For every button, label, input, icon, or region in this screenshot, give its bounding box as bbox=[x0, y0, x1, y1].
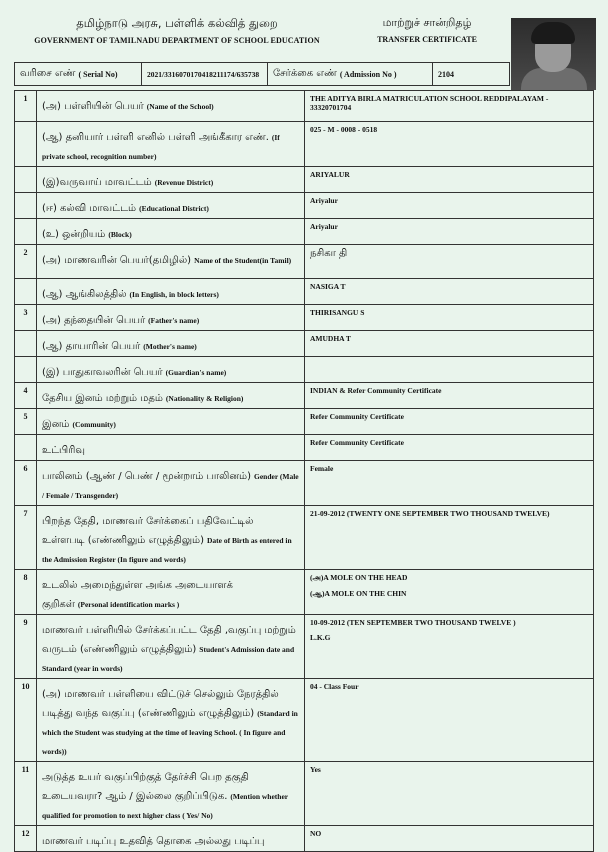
field-label-tamil: (அ) பள்ளியின் பெயர் bbox=[42, 101, 144, 112]
field-label-tamil: (ஆ) ஆங்கிலத்தில் bbox=[42, 289, 127, 300]
field-label-tamil: மாணவர் படிப்பு உதவித் தொகை அல்லது படிப்பு bbox=[42, 836, 265, 847]
field-value bbox=[305, 91, 594, 122]
admission-value: 2104 bbox=[438, 69, 454, 79]
department-header bbox=[12, 16, 342, 45]
field-label-english: (Mention whether qualified for promotion to next higher class ( Yes/ No) bbox=[42, 792, 288, 820]
row-number: 4 bbox=[15, 383, 37, 409]
field-value-line: Refer Community Certificate bbox=[310, 412, 404, 421]
field-label-tamil: (ஆ) தாயாரின் பெயர் bbox=[42, 341, 141, 352]
certificate-title-english: TRANSFER CERTIFICATE bbox=[377, 35, 477, 44]
field-label-tamil: மாணவர் பள்ளியில் சேர்க்கப்பட்ட தேதி ,வகுப்பு மற்றும் வருடம் (எண்ணிலும் எழுத்திலும்) bbox=[42, 625, 296, 655]
serial-label: வரிசை எண் ( Serial No) bbox=[15, 63, 142, 85]
table-row bbox=[15, 122, 594, 167]
table-row bbox=[15, 383, 594, 409]
field-value-line: THIRISANGU S bbox=[310, 308, 365, 317]
field-label-tamil: உட்பிரிவு bbox=[42, 445, 85, 456]
field-value-line: (அ)A MOLE ON THE HEAD bbox=[310, 573, 408, 582]
field-value-line: ARIYALUR bbox=[310, 170, 350, 179]
field-label-tamil: (ஈ) கல்வி மாவட்டம் bbox=[42, 203, 137, 214]
table-row bbox=[15, 826, 594, 852]
field-label bbox=[37, 167, 305, 193]
row-number: 6 bbox=[15, 461, 37, 506]
field-value bbox=[305, 435, 594, 461]
field-label bbox=[37, 331, 305, 357]
field-label-english: (Standard in which the Student was studying at the time of leaving School. ( In figure and words)) bbox=[42, 709, 298, 756]
field-value bbox=[305, 357, 594, 383]
table-row bbox=[15, 506, 594, 570]
field-label-english: (Revenue District) bbox=[154, 178, 214, 187]
field-label-english: (Nationality & Religion) bbox=[165, 394, 244, 403]
field-value bbox=[305, 826, 594, 852]
serial-value: 2021/3316070170418211174/635738 bbox=[142, 63, 268, 85]
field-label-english: (Community) bbox=[72, 420, 116, 429]
row-number: 12 bbox=[15, 826, 37, 852]
field-label-tamil: பிறந்த தேதி, மாணவர் சேர்க்கைப் பதிவேட்டில் உள்ளபடி (எண்ணிலும் எழுத்திலும்) bbox=[42, 516, 254, 546]
field-value-line: AMUDHA T bbox=[310, 334, 351, 343]
field-label bbox=[37, 245, 305, 279]
field-label-tamil: (ஆ) தனியார் பள்ளி எனில் பள்ளி அங்கீகார எண். bbox=[42, 132, 269, 143]
table-row bbox=[15, 193, 594, 219]
field-label-english: (Mother's name) bbox=[143, 342, 197, 351]
field-value-line: NO bbox=[310, 829, 322, 838]
student-photo bbox=[511, 18, 596, 90]
table-row bbox=[15, 167, 594, 193]
certificate-details-table bbox=[14, 90, 594, 852]
row-number bbox=[15, 167, 37, 193]
field-label-tamil: (உ) ஒன்றியம் bbox=[42, 229, 106, 240]
field-label-tamil: பாலினம் (ஆண் / பெண் / மூன்றாம் பாலினம்) bbox=[42, 471, 251, 482]
table-row bbox=[15, 357, 594, 383]
row-number: 8 bbox=[15, 570, 37, 615]
field-label bbox=[37, 461, 305, 506]
department-title-tamil: தமிழ்நாடு அரசு, பள்ளிக் கல்வித் துறை bbox=[76, 16, 278, 30]
field-label bbox=[37, 383, 305, 409]
field-value bbox=[305, 506, 594, 570]
row-number: 2 bbox=[15, 245, 37, 279]
table-row bbox=[15, 461, 594, 506]
field-value bbox=[305, 679, 594, 762]
row-number bbox=[15, 219, 37, 245]
field-label-tamil: (அ) மாணவரின் பெயர்(தமிழில்) bbox=[42, 255, 192, 266]
field-label bbox=[37, 122, 305, 167]
row-number: 10 bbox=[15, 679, 37, 762]
field-label-tamil: அடுத்த உயர் வகுப்பிற்குத் தேர்ச்சி பெற தகுதி உடையவரா? ஆம் / இல்லை குறிப்பிடுக. bbox=[42, 772, 249, 802]
field-value bbox=[305, 279, 594, 305]
field-label-english: Gender (Male / Female / Transgender) bbox=[42, 472, 299, 500]
row-number bbox=[15, 193, 37, 219]
field-label-tamil: உடலில் அமைந்துள்ள அங்க அடையாளக் குறிகள் bbox=[42, 580, 233, 610]
field-value bbox=[305, 409, 594, 435]
field-label-tamil: தேசிய இனம் மற்றும் மதம் bbox=[42, 393, 163, 404]
table-row bbox=[15, 279, 594, 305]
department-title-english: GOVERNMENT OF TAMILNADU DEPARTMENT OF SCHOOL EDUCATION bbox=[34, 36, 320, 45]
admission-label: சேர்க்கை எண் ( Admission No ) bbox=[268, 63, 433, 85]
row-number bbox=[15, 122, 37, 167]
table-row bbox=[15, 305, 594, 331]
field-label bbox=[37, 826, 305, 852]
field-value bbox=[305, 331, 594, 357]
row-number: 3 bbox=[15, 305, 37, 331]
field-value bbox=[305, 615, 594, 679]
field-value bbox=[305, 122, 594, 167]
field-value-line: 10-09-2012 (TEN SEPTEMBER TWO THOUSAND TWELVE ) bbox=[310, 618, 516, 627]
table-row bbox=[15, 331, 594, 357]
row-number bbox=[15, 357, 37, 383]
field-label-english: Name of the Student(in Tamil) bbox=[194, 256, 292, 265]
table-row bbox=[15, 91, 594, 122]
serial-number-row bbox=[14, 62, 510, 86]
field-label bbox=[37, 305, 305, 331]
field-label bbox=[37, 409, 305, 435]
field-label-english: Student's Admission date and Standard (year in words) bbox=[42, 645, 295, 673]
field-value bbox=[305, 193, 594, 219]
field-label bbox=[37, 679, 305, 762]
field-value-line: 025 - M - 0008 - 0518 bbox=[310, 125, 378, 134]
row-number: 9 bbox=[15, 615, 37, 679]
field-label-english: (Name of the School) bbox=[146, 102, 214, 111]
field-label bbox=[37, 435, 305, 461]
field-label-tamil: (அ) மாணவர் பள்ளியை விட்டுச் செல்லும் நேரத்தில் படித்து வந்த வகுப்பு (எண்ணிலும் எழுத்திலும்) bbox=[42, 689, 279, 719]
field-label-tamil: (இ)வருவாய் மாவட்டம் bbox=[42, 177, 152, 188]
field-label bbox=[37, 615, 305, 679]
field-label-english: (Guardian's name) bbox=[165, 368, 227, 377]
field-value-line: நசிகா தி bbox=[310, 248, 348, 259]
field-label bbox=[37, 357, 305, 383]
field-value bbox=[305, 219, 594, 245]
table-row bbox=[15, 762, 594, 826]
field-value-line: Ariyalur bbox=[310, 196, 338, 205]
row-number: 7 bbox=[15, 506, 37, 570]
field-value-line: NASIGA T bbox=[310, 282, 346, 291]
field-label bbox=[37, 193, 305, 219]
field-label-english: (If private school, recognition number) bbox=[42, 133, 280, 161]
certificate-title-tamil: மாற்றுச் சான்றிதழ் bbox=[382, 16, 472, 29]
field-value-line: THE ADITYA BIRLA MATRICULATION SCHOOL REDDIPALAYAM - 33320701704 bbox=[310, 94, 549, 112]
field-value-line: Ariyalur bbox=[310, 222, 338, 231]
table-row bbox=[15, 409, 594, 435]
table-row bbox=[15, 615, 594, 679]
field-value-line: 04 - Class Four bbox=[310, 682, 359, 691]
field-value bbox=[305, 461, 594, 506]
row-number: 5 bbox=[15, 409, 37, 435]
row-number bbox=[15, 331, 37, 357]
table-row bbox=[15, 219, 594, 245]
field-value-line: (ஆ)A MOLE ON THE CHIN bbox=[310, 589, 407, 598]
field-label bbox=[37, 219, 305, 245]
certificate-header bbox=[352, 16, 502, 44]
field-label-tamil: (இ) பாதுகாவலரின் பெயர் bbox=[42, 367, 163, 378]
field-label bbox=[37, 570, 305, 615]
field-label-tamil: (அ) தந்தையின் பெயர் bbox=[42, 315, 146, 326]
field-value bbox=[305, 245, 594, 279]
field-value-line: 21-09-2012 (TWENTY ONE SEPTEMBER TWO THOUSAND TWELVE) bbox=[310, 509, 550, 518]
field-value-line: Yes bbox=[310, 765, 321, 774]
row-number: 11 bbox=[15, 762, 37, 826]
table-row bbox=[15, 679, 594, 762]
table-row bbox=[15, 570, 594, 615]
field-label-english: (Personal identification marks ) bbox=[77, 600, 180, 609]
field-label-english: (In English, in block letters) bbox=[129, 290, 219, 299]
row-number bbox=[15, 435, 37, 461]
field-label bbox=[37, 279, 305, 305]
field-value bbox=[305, 570, 594, 615]
field-value bbox=[305, 305, 594, 331]
field-label-english: (Educational District) bbox=[139, 204, 209, 213]
table-row bbox=[15, 435, 594, 461]
field-value-line: L.K.G bbox=[310, 633, 331, 642]
field-label-english: (Block) bbox=[108, 230, 132, 239]
field-label-english: Date of Birth as entered in the Admission Register (In figure and words) bbox=[42, 536, 292, 564]
row-number: 1 bbox=[15, 91, 37, 122]
table-row bbox=[15, 245, 594, 279]
row-number bbox=[15, 279, 37, 305]
field-label-english: (Father's name) bbox=[148, 316, 200, 325]
field-value bbox=[305, 167, 594, 193]
field-value-line: Refer Community Certificate bbox=[310, 438, 404, 447]
field-label bbox=[37, 506, 305, 570]
field-label-tamil: இனம் bbox=[42, 419, 70, 430]
field-value bbox=[305, 762, 594, 826]
field-label bbox=[37, 91, 305, 122]
field-value-line: Female bbox=[310, 464, 334, 473]
field-label bbox=[37, 762, 305, 826]
field-value-line: INDIAN & Refer Community Certificate bbox=[310, 386, 442, 395]
field-value bbox=[305, 383, 594, 409]
